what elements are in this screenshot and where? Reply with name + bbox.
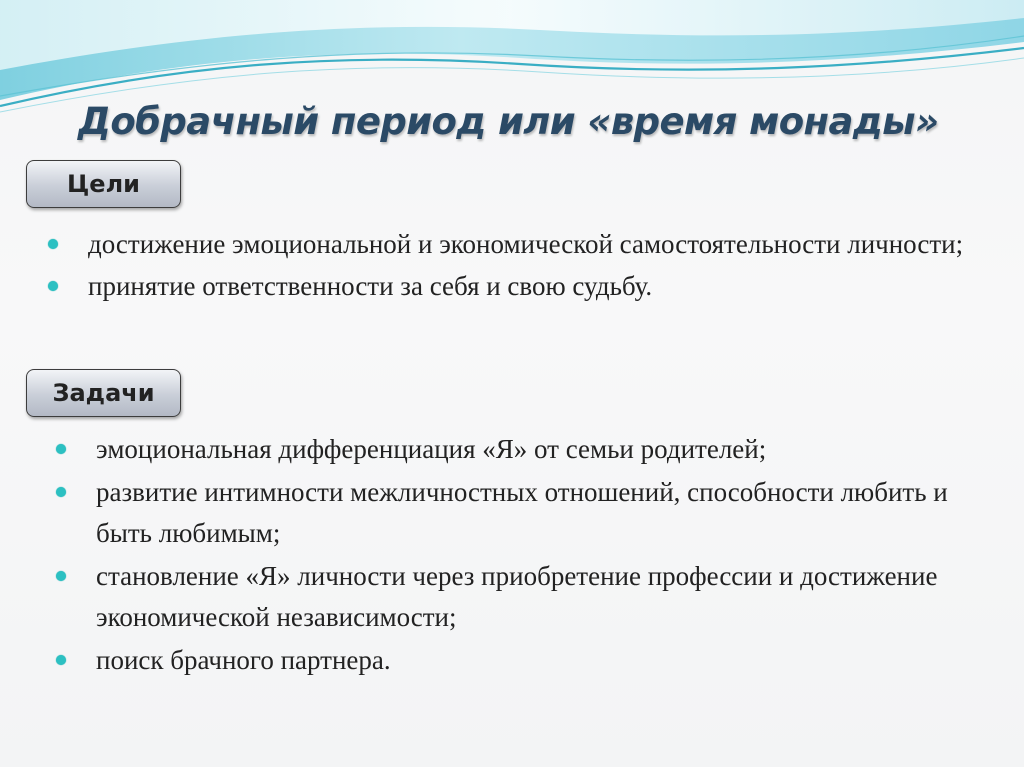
list-item (50, 472, 1010, 554)
list-item-text: эмоциональная дифференциация «Я» от семьи родителей; (96, 434, 767, 464)
list-item-text: развитие интимности межличностных отношений, способности любить и быть любимым; (96, 477, 948, 548)
bullet-icon (56, 655, 66, 665)
list-item (50, 556, 1010, 638)
tasks-section-label: Задачи (26, 369, 181, 417)
tasks-list (50, 429, 1010, 683)
bullet-icon (48, 281, 58, 291)
bullet-icon (56, 571, 66, 581)
list-item (50, 429, 1010, 470)
list-item (42, 224, 1002, 265)
list-item-text: достижение эмоциональной и экономической самостоятельности личности; (88, 229, 964, 259)
list-item-text: становление «Я» личности через приобретение профессии и достижение экономической независимости; (96, 561, 938, 632)
list-item-text: поиск брачного партнера. (96, 645, 391, 675)
list-item-text: принятие ответственности за себя и свою судьбу. (88, 271, 653, 301)
bullet-icon (56, 487, 66, 497)
bullet-icon (56, 444, 66, 454)
list-item (42, 266, 1002, 307)
goals-section-label: Цели (26, 160, 181, 208)
slide-title: Добрачный период или «время монады» (78, 100, 939, 143)
list-item (50, 640, 1010, 681)
goals-list (42, 224, 1002, 308)
bullet-icon (48, 239, 58, 249)
